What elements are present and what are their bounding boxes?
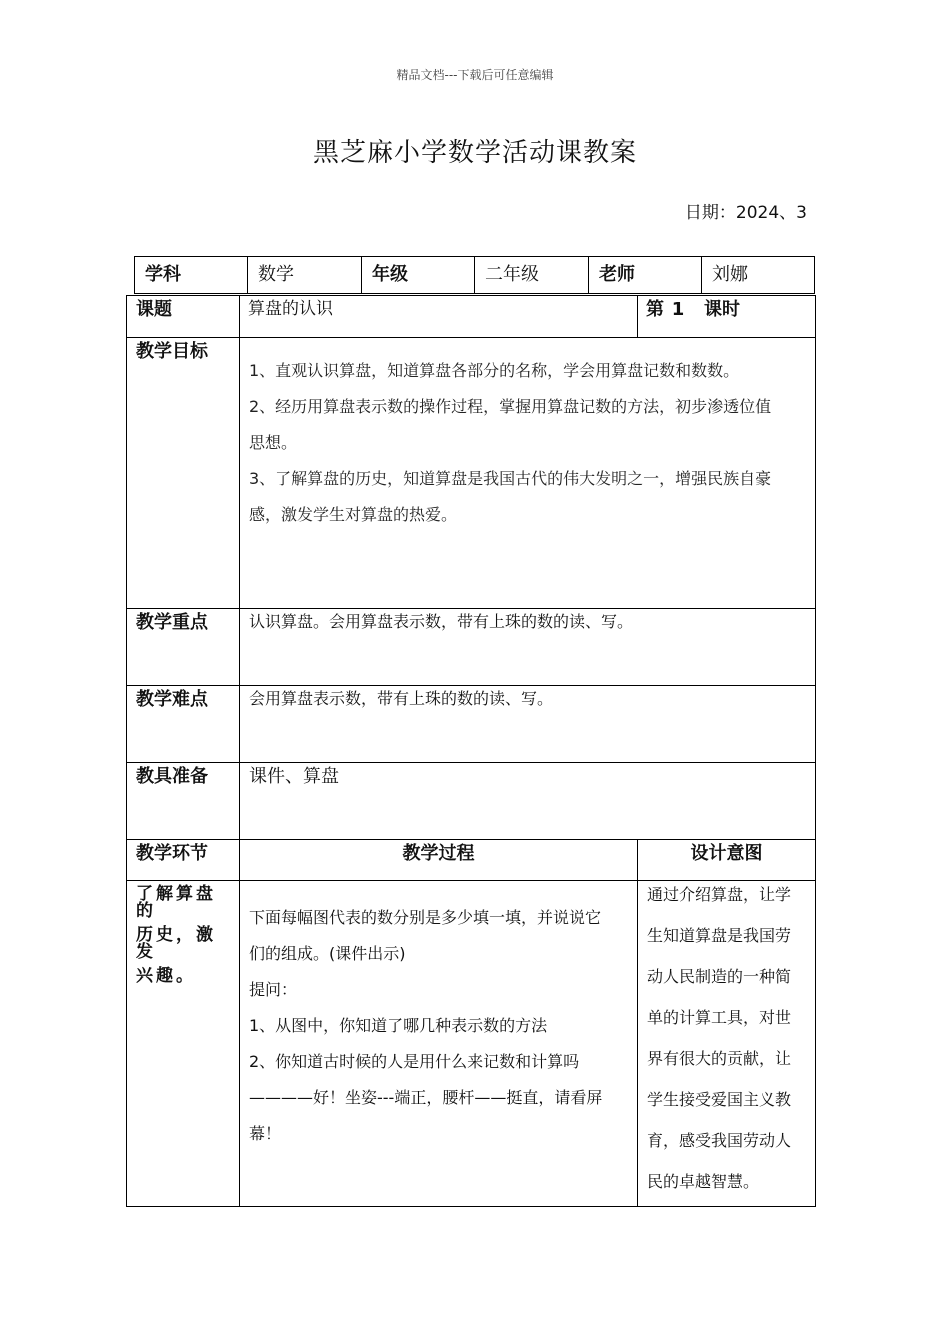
topic-label: 课题 (127, 296, 240, 338)
teacher-value: 刘娜 (702, 257, 815, 294)
intent-line7: 育，感受我国劳动人 (647, 1131, 792, 1150)
process-line6: ————好！坐姿---端正，腰杆——挺直，请看屏 (249, 1088, 603, 1107)
objective-3-line2: 感，激发学生对算盘的热爱。 (249, 505, 458, 524)
intent-header: 设计意图 (638, 840, 816, 881)
stage1-cell (127, 881, 240, 1207)
objectives-label: 教学目标 (127, 338, 240, 609)
process-header: 教学过程 (240, 840, 638, 881)
intent-line6: 学生接受爱国主义教 (647, 1090, 792, 1109)
objective-2-line1: 2、经历用算盘表示数的操作过程，掌握用算盘记数的方法，初步渗透位值 (249, 397, 772, 416)
subject-label: 学科 (135, 257, 248, 294)
period-number: 1 (671, 299, 685, 320)
key-points-label: 教学重点 (127, 609, 240, 686)
stage1-process (240, 881, 638, 1207)
grade-value: 二年级 (475, 257, 589, 294)
stage1-line2: 历史，激发 (136, 925, 216, 962)
difficulties-value: 会用算盘表示数，带有上珠的数的读、写。 (240, 686, 816, 763)
teacher-label: 老师 (589, 257, 702, 294)
objective-3-line1: 3、了解算盘的历史，知道算盘是我国古代的伟大发明之一，增强民族自豪 (249, 469, 772, 488)
intent-line5: 界有很大的贡献，让 (647, 1049, 792, 1068)
document-title: 黑芝麻小学数学活动课教案 (312, 138, 637, 168)
topic-value: 算盘的认识 (240, 296, 638, 338)
objectives-content (240, 338, 816, 609)
process-line7: 幕！ (249, 1124, 282, 1143)
intent-line4: 单的计算工具，对世 (647, 1008, 792, 1027)
grade-label: 年级 (362, 257, 475, 294)
stage1-intent (638, 881, 816, 1207)
process-line1: 下面每幅图代表的数分别是多少填一填，并说说它 (249, 908, 602, 927)
intent-line1: 通过介绍算盘，让学 (647, 885, 792, 904)
period-cell (638, 296, 816, 338)
process-line4: 1、从图中，你知道了哪几种表示数的方法 (249, 1016, 548, 1035)
intent-line3: 动人民制造的一种简 (647, 967, 792, 986)
info-row-table (134, 256, 815, 294)
process-line5: 2、你知道古时候的人是用什么来记数和计算吗 (249, 1052, 580, 1071)
process-line3: 提问： (249, 980, 298, 999)
objective-2-line2: 思想。 (249, 433, 298, 452)
key-points-value: 认识算盘。会用算盘表示数，带有上珠的数的读、写。 (240, 609, 816, 686)
difficulties-label: 教学难点 (127, 686, 240, 763)
stage1-line1: 了解算盘的 (136, 884, 216, 921)
intent-line8: 民的卓越智慧。 (647, 1172, 760, 1191)
materials-label: 教具准备 (127, 763, 240, 840)
period-suffix: 课时 (704, 299, 740, 320)
document-date: 日期：2024、3 (684, 203, 807, 223)
period-prefix: 第 (646, 299, 664, 320)
stage1-line3: 兴趣。 (136, 966, 196, 986)
process-line2: 们的组成。(课件出示) (249, 944, 406, 963)
lesson-plan-table (126, 295, 816, 1207)
materials-value: 课件、算盘 (240, 763, 816, 840)
intent-line2: 生知道算盘是我国劳 (647, 926, 792, 945)
subject-value: 数学 (248, 257, 362, 294)
stage-header: 教学环节 (127, 840, 240, 881)
header-note: 精品文档---下载后可任意编辑 (396, 68, 554, 82)
objective-1: 1、直观认识算盘，知道算盘各部分的名称，学会用算盘记数和数数。 (249, 361, 740, 380)
